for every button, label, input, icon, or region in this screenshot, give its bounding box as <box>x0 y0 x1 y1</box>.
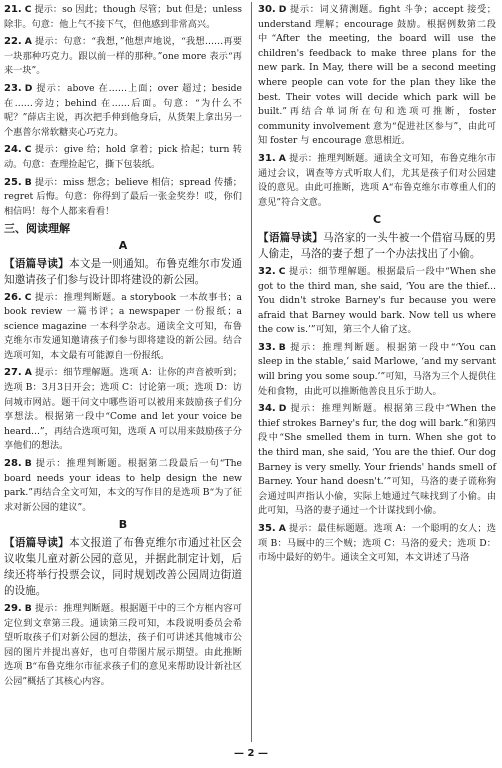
explanation-text: 提示：so 因此；though 尽管；but 但是；unless 除非。句意：他上气不接下气，但他感到非常高兴。 <box>4 4 242 30</box>
lead-text: 本文是一则通知。布鲁克维尔市发通知邀请孩子们参与设计即将建设的新公园。 <box>4 257 243 286</box>
part-c-label: C <box>372 213 382 227</box>
answer-letter: B <box>24 458 32 470</box>
answer-letter: B <box>278 341 286 353</box>
answer-item <box>4 457 242 515</box>
cloze-answer-list <box>4 3 242 219</box>
question-number: 28. <box>4 458 22 470</box>
explanation-text: 提示：推理判断题。通读全文可知，布鲁克维尔市通过会议，调查等方式听取人们，尤其是孩子们对公园建设的意见。由此可推断，选项 A“布鲁克维尔市尊重人们的意见”符合文意。 <box>258 152 496 208</box>
answer-letter: A <box>24 367 32 379</box>
answer-item <box>4 35 242 79</box>
question-number: 31. <box>258 152 276 164</box>
answer-item <box>4 602 242 690</box>
explanation-text: 提示：细节理解题。选项 A：让你的声音被听到；选项 B：3月3日开会；选项 C：讨论第一项；选项 D：访问城市网站。题干问文中哪些语可以被用来鼓励孩子们分享想法。根据第一段中“Come and let your voice be heard...”，再结合选项可知，选项 A 可以用来鼓励孩子分享他们的想法。 <box>4 367 242 452</box>
answer-letter: C <box>24 4 32 15</box>
part-c-lead <box>258 230 496 262</box>
lead-tag: 【语篇导读】 <box>4 257 69 270</box>
explanation-text: 提示：细节理解题。根据最后一段中“When she got to the third man, she said, ‘You are the thief... You didn't stroke Barney's fur because you were afraid that Barney would bark. Now tell us where the cow is.’”可知，第三个人偷了这。 <box>258 265 496 336</box>
answer-item <box>4 291 242 364</box>
question-number: 25. <box>4 176 22 188</box>
explanation-text: 提示：推理判断题。根据题干中的三个方框内容可定位到文章第三段。通读第三段可知，本段说明委员会希望听取孩子们对新公园的想法，孩子们可讲述其他城市公园的图片并提出喜好，也可自带图片展示期望。由此推断选项 B“布鲁克维尔市征求孩子们的意见来帮助设计新社区公园”概括了其核心内容。 <box>4 603 242 687</box>
part-b-answer-list <box>4 602 242 690</box>
answer-item <box>4 3 242 32</box>
page-footer: — 2 — <box>234 748 268 759</box>
answer-letter: C <box>278 265 286 277</box>
question-number: 33. <box>258 341 276 353</box>
question-number: 24. <box>4 144 22 156</box>
part-b-lead <box>4 535 242 599</box>
part-b-label: B <box>118 518 128 532</box>
page-number: 2 <box>247 748 255 759</box>
answer-item <box>258 341 496 399</box>
answer-item <box>4 143 242 172</box>
answer-item <box>4 176 242 220</box>
question-number: 35. <box>258 523 276 534</box>
part-a-answer-list <box>4 291 242 516</box>
answer-letter: D <box>24 82 33 94</box>
lead-tag: 【语篇导读】 <box>4 537 69 549</box>
question-number: 29. <box>4 603 22 614</box>
answer-item <box>258 402 496 519</box>
question-number: 34. <box>258 403 276 415</box>
question-number: 23. <box>4 82 22 94</box>
left-column <box>4 3 242 693</box>
part-a-label: A <box>118 238 128 252</box>
answer-letter: B <box>24 176 32 188</box>
lead-text: 马洛家的一头牛被一个借宿马厩的男人偷走，马洛的妻子想了一个办法找出了小偷。 <box>258 231 497 260</box>
explanation-text: 提示：最佳标题题。选项 A：一个聪明的女人；选项 B：马厩中的三个贼；选项 C：马洛的爱犬；选项 D：市场中最好的奶牛。通读全文可知，本文讲述了马洛 <box>258 523 496 564</box>
answer-letter: B <box>24 603 32 614</box>
answer-letter: D <box>278 403 287 415</box>
answer-letter: A <box>278 523 286 534</box>
answer-item <box>258 3 496 149</box>
right-column <box>258 3 496 569</box>
explanation-text: 提示：give 给；hold 拿着；pick 拾起；turn 转动。句意：查理捡起它，撕下包装纸。 <box>4 144 242 170</box>
answer-item <box>258 265 496 338</box>
part-b-continued-list <box>258 3 496 210</box>
question-number: 27. <box>4 367 22 379</box>
answer-item <box>258 522 496 566</box>
explanation-text: 提示：推理判断题。根据第三段中“When the thief strokes Barney's fur, the dog will bark.”和第四段中“She smelled them in turn. When she got to the third man, she said, ‘You are the thief. Our dog Barney is very smelly. Your friends' hands smell of Barney. Your hand doesn't.’”可知，马洛的妻子谎称狗会通过叫声指认小偷，实际上她通过气味找到了小偷。由此可知，马洛的妻子通过一个计谋找到小偷。 <box>258 403 496 517</box>
explanation-text: 提示：句意：“我想，”他想声地说，“我想……再要一块那种巧克力。跟以前一样的那种。”one more 表示“再来一块”。 <box>4 36 242 77</box>
lead-text: 本文报道了布鲁克维尔市通过社区会议收集儿童对新公园的意见，并据此制定计划，后续还将举行投票会议，同时规划改善公园周边街道的设施。 <box>4 537 243 597</box>
answer-letter: A <box>278 152 286 164</box>
answer-letter: D <box>278 4 287 15</box>
answer-letter: C <box>24 144 32 156</box>
answer-item <box>4 82 242 140</box>
explanation-text: 提示：词义猜测题。fight 斗争；accept 接受；understand 理解；encourage 鼓励。根据例数第二段中“After the meeting, the board will use the children's feedback to make three plans for the new park. In May, there will be a second meeting where people can vote for the plan they like the best. Their votes will decide which park will be built.”再结合单词所在句和选项可推断，foster community involvement 意为“促进社区参与”，由此可知 foster 与 encourage 意思相近。 <box>258 4 496 147</box>
explanation-text: 提示：miss 想念；believe 相信；spread 传播；regret 后悔。句意：你得到了最后一张金奖券！哎，你们相信吗！每个人都来看看！ <box>4 176 242 217</box>
question-number: 30. <box>258 4 276 15</box>
question-number: 22. <box>4 36 22 48</box>
part-a-lead <box>4 256 242 288</box>
explanation-text: 提示：推理判断题。根据第一段中“‘You can sleep in the stable,’ said Marlowe, ‘and my servant will bring you some soup.’”可知，马洛为三个人提供住处和食物，由此可以推断他善良且乐于助人。 <box>258 341 496 397</box>
explanation-text: 提示：推理判断题。a storybook 一本故事书；a book review 一篇书评；a newspaper 一份报纸；a science magazine 一本科学杂志。通读全文可知，布鲁克维尔市发通知邀请孩子们参与即将建设的新公园。结合选项可知，本文最有可能源自一份报纸。 <box>4 291 242 361</box>
question-number: 32. <box>258 265 276 277</box>
explanation-text: 提示：推理判断题。根据第二段最后一句“The board needs your ideas to help design the new park.”再结合全文可知，本文的写作目的是选项 B“为了征求对新公园的建议”。 <box>4 458 242 513</box>
answer-item <box>258 152 496 210</box>
lead-tag: 【语篇导读】 <box>258 231 323 244</box>
answer-letter: C <box>24 291 32 303</box>
column-divider <box>251 2 252 742</box>
question-number: 21. <box>4 4 22 15</box>
section-title-reading: 三、阅读理解 <box>4 222 70 236</box>
answer-item <box>4 366 242 454</box>
question-number: 26. <box>4 291 22 303</box>
part-c-answer-list <box>258 265 496 566</box>
answer-letter: A <box>24 36 32 48</box>
explanation-text: 提示：above 在……上面；over 超过；beside 在……旁边；behind 在……后面。句意：“为什么不呢？”薛店主说，再次把手伸到他身后，从货架上拿出另一个惠普尔常软糖夹心巧克力。 <box>4 82 242 138</box>
